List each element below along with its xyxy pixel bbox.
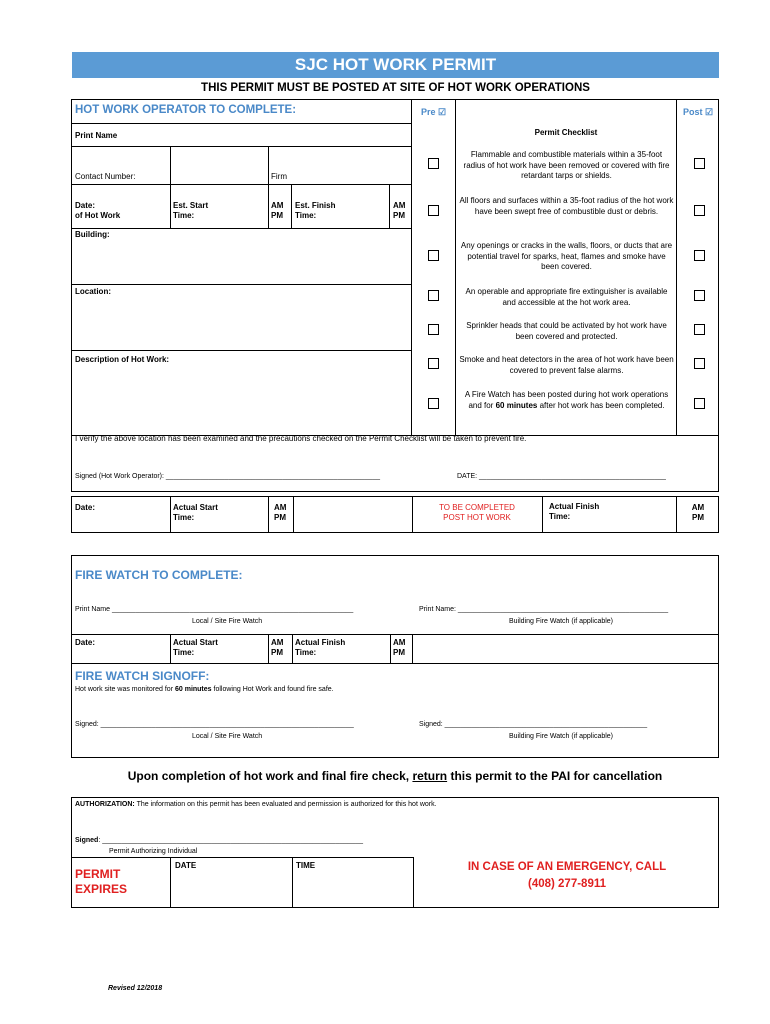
building-fire-watch-caption: Building Fire Watch (if applicable): [509, 618, 614, 625]
post-work-row: [71, 496, 719, 533]
fire-watch-print-name-left[interactable]: Print Name ______________________________________________________________: [75, 606, 354, 613]
expiry-time-label: TIME: [296, 861, 316, 870]
checklist-item-4: An operable and appropriate fire extinguisher is available and accessible at the hot work area.: [465, 287, 668, 307]
signoff-statement: Hot work site was monitored for 60 minutes following Hot Work and found fire safe.: [75, 686, 334, 693]
permit-expires-label: PERMIT EXPIRES: [75, 867, 128, 896]
fire-watch-am-pm-start: AM PM: [271, 638, 284, 657]
operator-heading: HOT WORK OPERATOR TO COMPLETE:: [75, 104, 297, 116]
fire-watch-actual-finish: Actual Finish Time:: [295, 638, 346, 657]
fire-watch-am-pm-finish: AM PM: [393, 638, 406, 657]
checklist-item-6: Smoke and heat detectors in the area of hot work have been covered to prevent false alarms.: [459, 355, 674, 375]
checklist-item-3: Any openings or cracks in the walls, floors, or ducts that are potential travel for sparks, heat, flames and smoke have been covered.: [460, 241, 673, 271]
authorization-text: AUTHORIZATION: The information on this permit has been evaluated and permission is authorized for this hot work.: [75, 801, 437, 808]
post-checkbox-7[interactable]: [694, 398, 705, 409]
operator-date-line[interactable]: DATE: ________________________________________________: [457, 473, 666, 480]
to-be-completed-note: TO BE COMPLETED POST HOT WORK: [439, 503, 515, 522]
contact-number-label: Contact Number:: [75, 172, 136, 181]
firm-label: Firm: [271, 172, 287, 181]
fire-watch-actual-start: Actual Start Time:: [173, 638, 218, 657]
revision-date: Revised 12/2018: [108, 985, 163, 992]
post-am-pm-finish: AM PM: [691, 503, 705, 522]
signoff-heading: FIRE WATCH SIGNOFF:: [75, 669, 210, 683]
signoff-building-caption: Building Fire Watch (if applicable): [509, 733, 614, 740]
print-name-label: Print Name: [75, 131, 118, 140]
pre-checkbox-5[interactable]: [428, 324, 439, 335]
fire-watch-date-label: Date:: [75, 638, 96, 647]
checklist-item-7: A Fire Watch has been posted during hot work operations and for 60 minutes after hot work has been completed.: [464, 390, 669, 410]
post-checkbox-3[interactable]: [694, 250, 705, 261]
post-date-label: Date:: [75, 503, 96, 512]
pre-label: Pre ☑: [421, 107, 447, 117]
building-label: Building:: [75, 230, 110, 239]
description-label: Description of Hot Work:: [75, 355, 170, 364]
pre-checkbox-7[interactable]: [428, 398, 439, 409]
date-label: Date: of Hot Work: [75, 201, 121, 220]
post-checkbox-2[interactable]: [694, 205, 705, 216]
post-am-pm-start: AM PM: [274, 503, 287, 522]
return-notice: Upon completion of hot work and final fire check, return this permit to the PAI for cancellation: [127, 769, 663, 783]
pre-check-icon: ☑: [438, 107, 447, 117]
signoff-signed-right[interactable]: Signed: ____________________________________________________: [419, 721, 648, 728]
post-label: Post ☑: [683, 107, 714, 117]
permit-subtitle: THIS PERMIT MUST BE POSTED AT SITE OF HOT WORK OPERATIONS: [201, 82, 590, 94]
permit-title: SJC HOT WORK PERMIT: [72, 52, 719, 78]
pre-checkbox-4[interactable]: [428, 290, 439, 301]
pre-checkbox-2[interactable]: [428, 205, 439, 216]
pre-checkbox-3[interactable]: [428, 250, 439, 261]
actual-finish-label: Actual Finish Time:: [549, 502, 600, 521]
am-pm-start: AM PM: [271, 201, 284, 220]
fire-watch-print-name-right[interactable]: Print Name: ______________________________________________________: [419, 606, 669, 613]
post-checkbox-4[interactable]: [694, 290, 705, 301]
expiry-date-label: DATE: [175, 861, 197, 870]
checklist-title: Permit Checklist: [534, 128, 598, 137]
post-check-icon: ☑: [705, 107, 714, 117]
pre-checkbox-1[interactable]: [428, 158, 439, 169]
emergency-notice: IN CASE OF AN EMERGENCY, CALL (408) 277-8911: [467, 861, 667, 890]
post-checkbox-5[interactable]: [694, 324, 705, 335]
post-checkbox-1[interactable]: [694, 158, 705, 169]
est-finish-label: Est. Finish Time:: [295, 201, 336, 220]
checklist-item-5: Sprinkler heads that could be activated by hot work have been covered and protected.: [466, 321, 667, 341]
pre-checkbox-6[interactable]: [428, 358, 439, 369]
local-fire-watch-caption: Local / Site Fire Watch: [192, 618, 263, 625]
signoff-signed-left[interactable]: Signed: _________________________________________________________________: [75, 721, 354, 728]
authorization-signed-line[interactable]: Signed: ___________________________________________________________________: [75, 837, 364, 844]
actual-start-label: Actual Start Time:: [173, 503, 218, 522]
operator-signature-line[interactable]: Signed (Hot Work Operator): _______________________________________________________: [75, 473, 381, 480]
authorizing-individual-caption: Permit Authorizing Individual: [109, 848, 198, 855]
checklist-item-2: All floors and surfaces within a 35-foot radius of the hot work have been swept free of combustible dust or debris.: [459, 196, 674, 216]
location-label: Location:: [75, 287, 111, 296]
fire-watch-heading: FIRE WATCH TO COMPLETE:: [75, 568, 243, 582]
am-pm-finish: AM PM: [393, 201, 406, 220]
signoff-local-caption: Local / Site Fire Watch: [192, 733, 263, 740]
checklist-item-1: Flammable and combustible materials within a 35-foot radius of hot work have been removed or covered with fire retardant tarps or shields.: [463, 150, 670, 180]
est-start-label: Est. Start Time:: [173, 201, 209, 220]
post-checkbox-6[interactable]: [694, 358, 705, 369]
verify-statement: I verify the above location has been examined and the precautions checked on the Permit Checklist will be taken to prevent fire.: [75, 434, 527, 443]
